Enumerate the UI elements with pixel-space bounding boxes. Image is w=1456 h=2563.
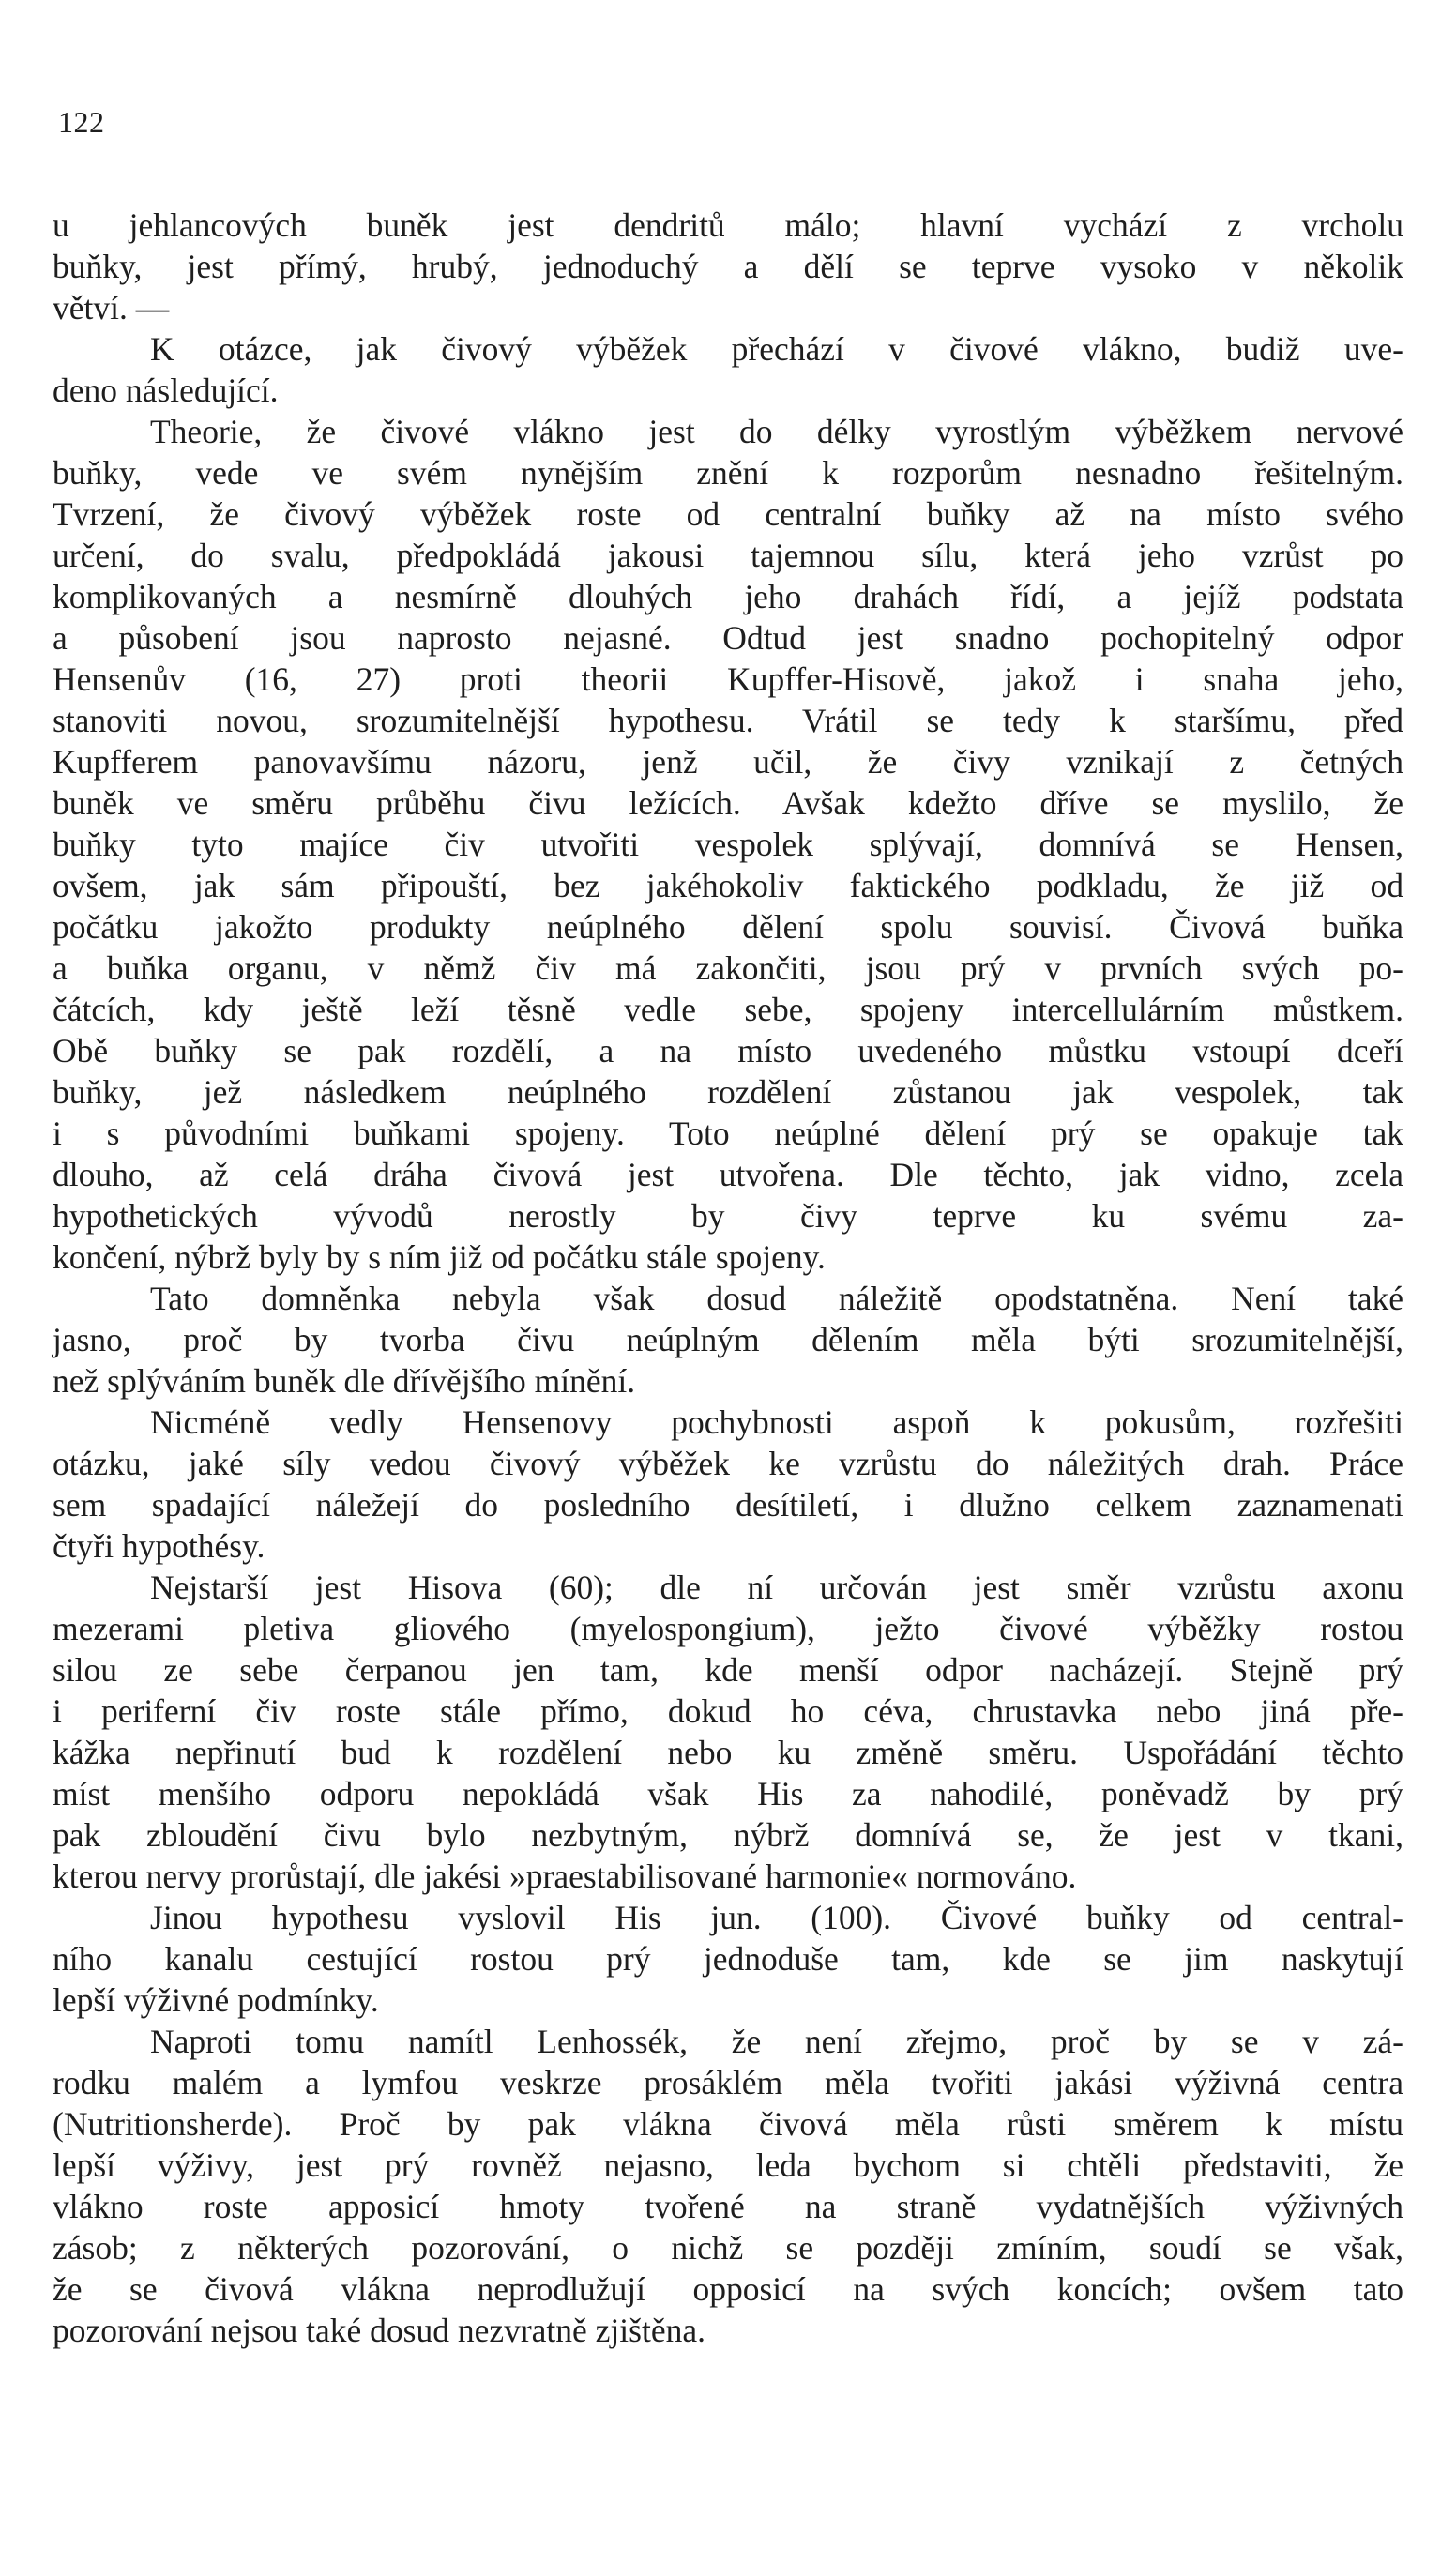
- text-line: pak zbloudění čivu bylo nezbytným, nýbrž domnívá se, že jest v tkani,: [53, 1816, 1403, 1854]
- text-line: komplikovaných a nesmírně dlouhých jeho drahách řídí, a jejíž podstata: [53, 578, 1403, 615]
- text-line: dlouho, až celá dráha čivová jest utvořena. Dle těchto, jak vidno, zcela: [53, 1156, 1403, 1193]
- text-line: počátku jakožto produkty neúplného dělení spolu souvisí. Čivová buňka: [53, 908, 1403, 946]
- text-line: a buňka organu, v němž čiv má zakončiti, jsou prý v prvních svých po-: [53, 949, 1403, 987]
- paragraph: [53, 2021, 1403, 2351]
- text-line: větví. —: [53, 289, 170, 326]
- page-number: 122: [58, 105, 105, 139]
- text-line: Theorie, že čivové vlákno jest do délky vyrostlým výběžkem nervové: [150, 413, 1403, 450]
- text-line: čtyři hypothésy.: [53, 1527, 265, 1565]
- text-line: Tato domněnka nebyla však dosud náležitě opodstatněna. Není také: [150, 1280, 1403, 1317]
- text-line: Nejstarší jest Hisova (60); dle ní určován jest směr vzrůstu axonu: [150, 1569, 1403, 1606]
- text-line: pozorování nejsou také dosud nezvratně zjištěna.: [53, 2312, 705, 2349]
- text-line: jasno, proč by tvorba čivu neúplným dělením měla býti srozumitelnější,: [53, 1321, 1403, 1358]
- text-line: lepší výživy, jest prý rovněž nejasno, leda bychom si chtěli představiti, že: [53, 2146, 1403, 2184]
- paragraph: [53, 205, 1403, 328]
- paragraph: [53, 1402, 1403, 1567]
- text-line: Naproti tomu namítl Lenhossék, že není zřejmo, proč by se v zá-: [150, 2023, 1403, 2060]
- text-line: čátcích, kdy ještě leží těsně vedle sebe, spojeny intercellulárním můstkem.: [53, 991, 1403, 1028]
- text-line: (Nutritionsherde). Proč by pak vlákna čivová měla růsti směrem k místu: [53, 2105, 1403, 2143]
- text-line: sem spadající náležejí do posledního desítiletí, i dlužno celkem zaznamenati: [53, 1486, 1403, 1524]
- text-line: buňky tyto majíce čiv utvořiti vespolek splývají, domnívá se Hensen,: [53, 826, 1403, 863]
- text-line: míst menšího odporu nepokládá však His za nahodilé, poněvadž by prý: [53, 1775, 1403, 1812]
- text-line: buněk ve směru průběhu čivu ležících. Avšak kdežto dříve se myslilo, že: [53, 784, 1403, 822]
- text-line: otázku, jaké síly vedou čivový výběžek ke vzrůstu do náležitých drah. Práce: [53, 1445, 1403, 1482]
- text-line: než splýváním buněk dle dřívějšího mínění.: [53, 1362, 636, 1400]
- text-line: kterou nervy prorůstají, dle jakési »praestabilisované harmonie« normováno.: [53, 1858, 1077, 1895]
- text-line: ovšem, jak sám připouští, bez jakéhokoliv faktického podkladu, že již od: [53, 867, 1403, 904]
- paragraph: [53, 411, 1403, 1278]
- text-line: silou ze sebe čerpanou jen tam, kde menší odpor nacházejí. Stejně prý: [53, 1651, 1403, 1689]
- text-line: u jehlancových buněk jest dendritů málo; hlavní vychází z vrcholu: [53, 206, 1403, 244]
- text-line: buňky, vede ve svém nynějším znění k rozporům nesnadno řešitelným.: [53, 454, 1403, 492]
- text-line: i s původními buňkami spojeny. Toto neúplné dělení prý se opakuje tak: [53, 1115, 1403, 1152]
- text-line: kážka nepřinutí bud k rozdělení nebo ku změně směru. Uspořádání těchto: [53, 1734, 1403, 1771]
- text-line: zásob; z některých pozorování, o nichž se později zmíním, soudí se však,: [53, 2229, 1403, 2267]
- text-line: lepší výživné podmínky.: [53, 1981, 379, 2019]
- text-line: Tvrzení, že čivový výběžek roste od centralní buňky až na místo svého: [53, 495, 1403, 533]
- text-line: K otázce, jak čivový výběžek přechází v čivové vlákno, budiž uve-: [150, 330, 1403, 368]
- paragraph: [53, 1278, 1403, 1402]
- text-line: mezerami pletiva gliového (myelospongium), ježto čivové výběžky rostou: [53, 1610, 1403, 1647]
- text-line: i periferní čiv roste stále přímo, dokud ho céva, chrustavka nebo jiná pře-: [53, 1692, 1403, 1730]
- body-text: [53, 205, 1403, 2351]
- text-line: buňky, jest přímý, hrubý, jednoduchý a dělí se teprve vysoko v několik: [53, 248, 1403, 285]
- paragraph: [53, 1567, 1403, 1897]
- text-line: a působení jsou naprosto nejasné. Odtud jest snadno pochopitelný odpor: [53, 619, 1403, 657]
- text-line: rodku malém a lymfou veskrze prosáklém měla tvořiti jakási výživná centra: [53, 2064, 1403, 2101]
- text-line: Nicméně vedly Hensenovy pochybnosti aspoň k pokusům, rozřešiti: [150, 1403, 1403, 1441]
- text-line: Kupfferem panovavšímu názoru, jenž učil, že čivy vznikají z četných: [53, 743, 1403, 781]
- text-line: že se čivová vlákna neprodlužují opposicí na svých koncích; ovšem tato: [53, 2270, 1403, 2308]
- text-line: deno následující.: [53, 372, 279, 409]
- text-line: ního kanalu cestující rostou prý jednoduše tam, kde se jim naskytují: [53, 1940, 1403, 1978]
- text-line: určení, do svalu, předpokládá jakousi tajemnou sílu, která jeho vzrůst po: [53, 537, 1403, 574]
- paragraph: [53, 328, 1403, 411]
- paragraph: [53, 1897, 1403, 2021]
- text-line: stanoviti novou, srozumitelnější hypothesu. Vrátil se tedy k staršímu, před: [53, 702, 1403, 739]
- text-line: končení, nýbrž byly by s ním již od počátku stále spojeny.: [53, 1238, 826, 1276]
- text-line: buňky, jež následkem neúplného rozdělení zůstanou jak vespolek, tak: [53, 1073, 1403, 1111]
- text-line: Jinou hypothesu vyslovil His jun. (100). Čivové buňky od central-: [150, 1899, 1403, 1936]
- text-line: hypothetických vývodů nerostly by čivy teprve ku svému za-: [53, 1197, 1403, 1235]
- text-line: Obě buňky se pak rozdělí, a na místo uvedeného můstku vstoupí dceří: [53, 1032, 1403, 1069]
- text-line: vlákno roste apposicí hmoty tvořené na straně vydatnějších výživných: [53, 2188, 1403, 2225]
- text-line: Hensenův (16, 27) proti theorii Kupffer-Hisově, jakož i snaha jeho,: [53, 660, 1403, 698]
